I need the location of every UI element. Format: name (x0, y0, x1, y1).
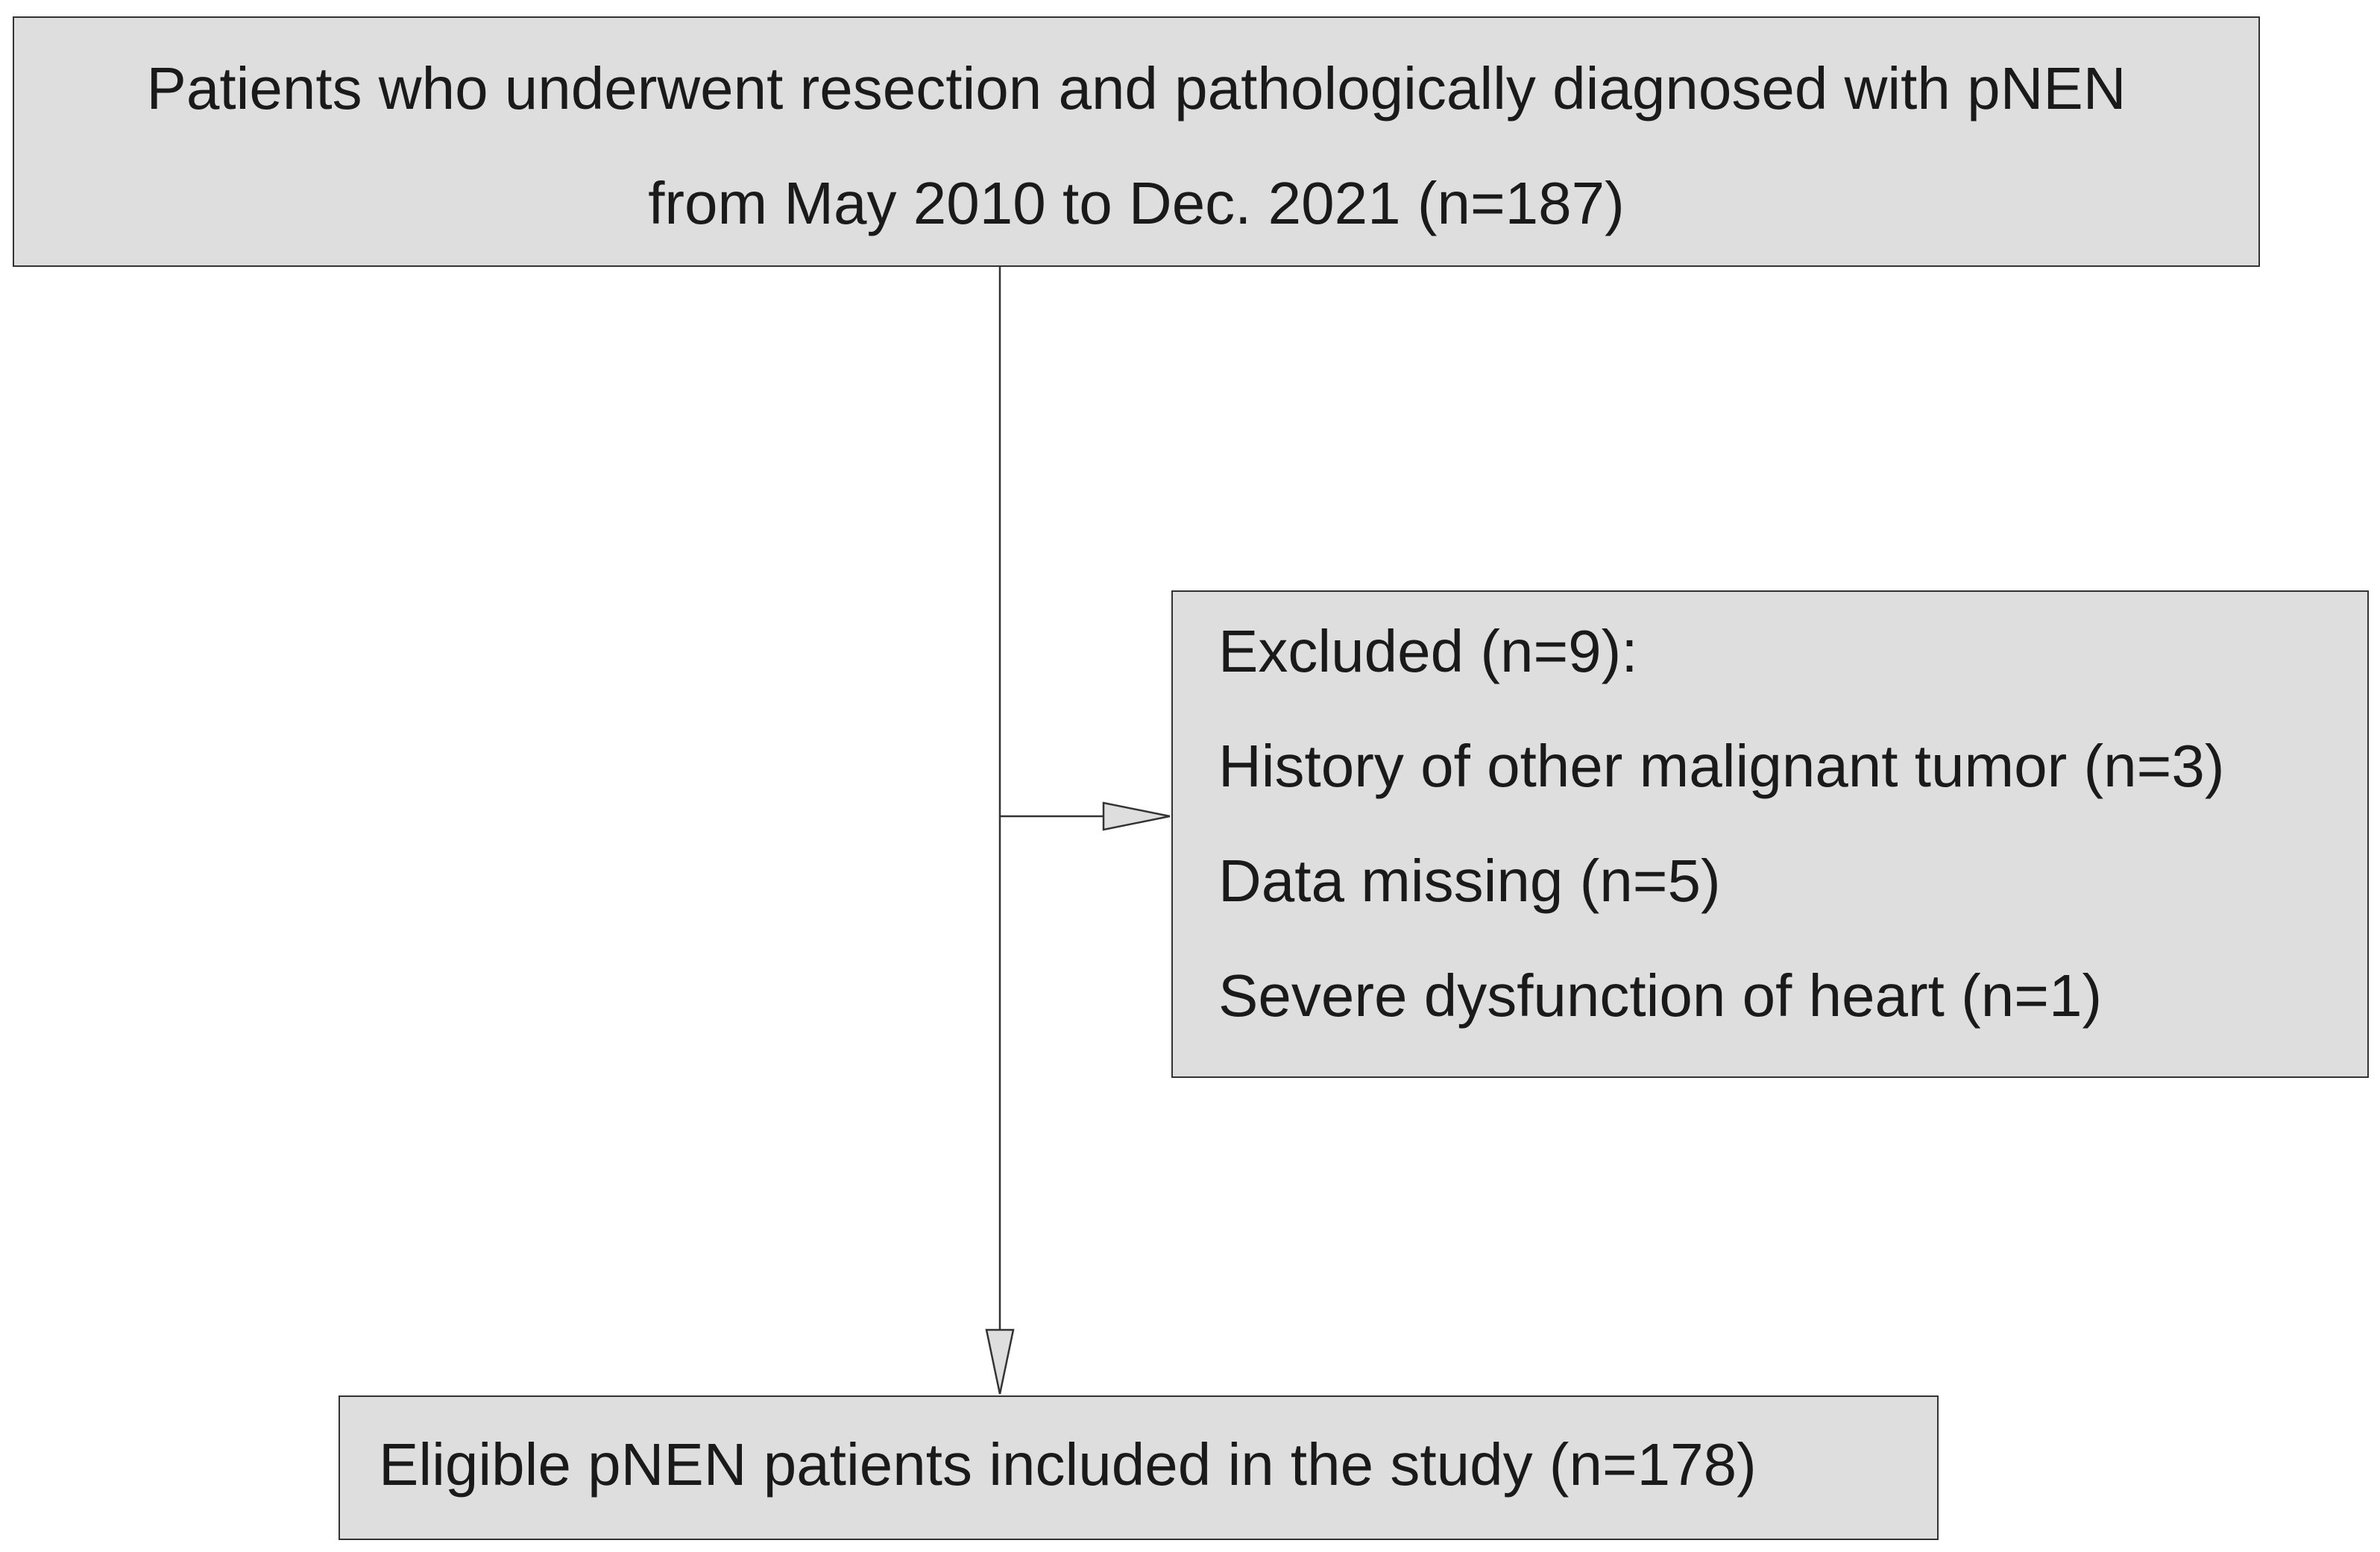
enrolled-patients-box (13, 16, 2260, 267)
exclusion-branch-arrowhead (1104, 803, 1170, 830)
main-flow-arrowhead (986, 1330, 1013, 1394)
included-patients-box (339, 1395, 1939, 1540)
excluded-reason-heart-dysfunction: Severe dysfunction of heart (n=1) (1218, 962, 2103, 1029)
enrolled-line-1: Patients who underwent resection and pathologically diagnosed with pNEN (146, 55, 2126, 122)
excluded-patients-box (1171, 590, 2369, 1078)
included-line: Eligible pNEN patients included in the study (n=178) (379, 1431, 1757, 1498)
excluded-reason-malignant-tumor: History of other malignant tumor (n=3) (1218, 733, 2225, 799)
enrolled-line-2: from May 2010 to Dec. 2021 (n=187) (648, 170, 1625, 236)
excluded-heading: Excluded (n=9): (1218, 618, 1638, 684)
excluded-reason-data-missing: Data missing (n=5) (1218, 848, 1721, 914)
